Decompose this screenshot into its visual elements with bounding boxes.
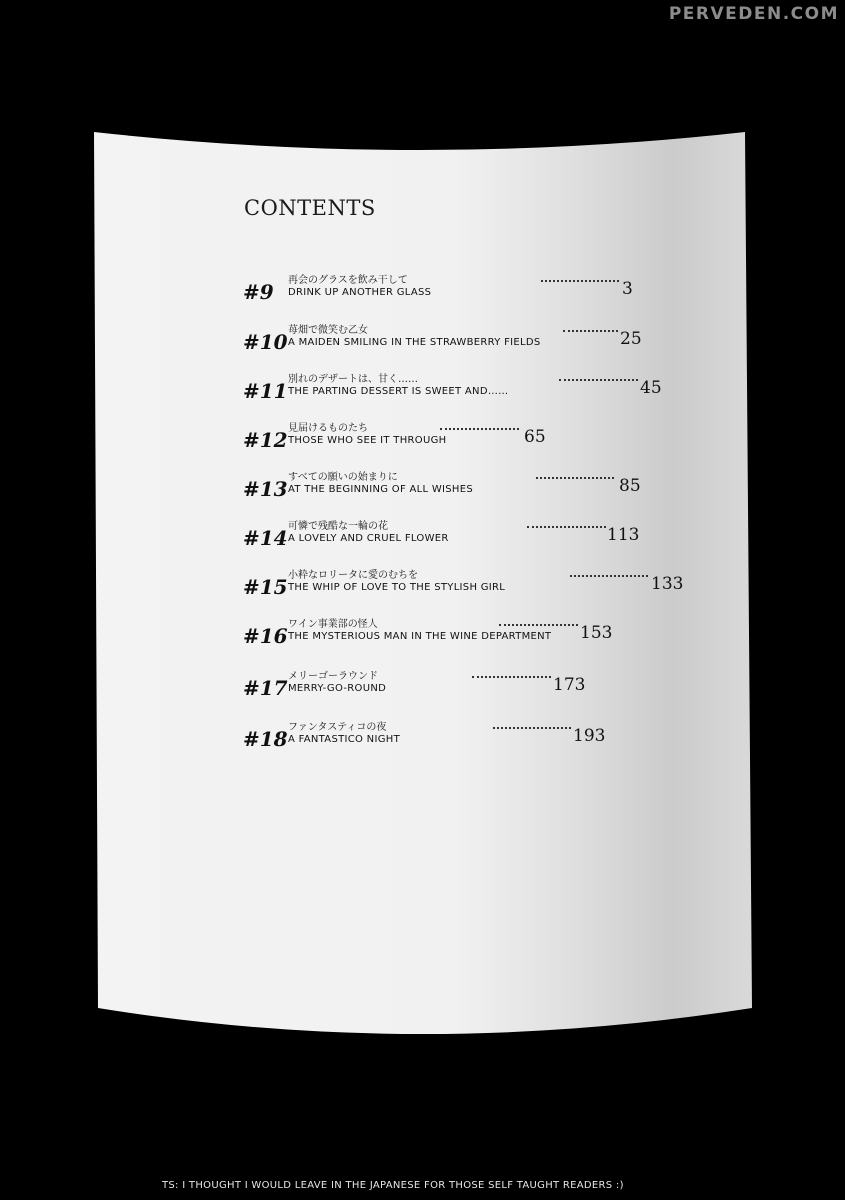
page-number: 153	[580, 623, 613, 643]
chapter-title-english: THE PARTING DESSERT IS SWEET AND……	[288, 386, 509, 397]
chapter-number: #14	[243, 526, 288, 550]
dot-leader	[559, 379, 638, 381]
toc-entry-16[interactable]	[0, 615, 845, 655]
chapter-title-japanese: すべての願いの始まりに	[288, 472, 398, 483]
chapter-title-japanese: 小粋なロリータに愛のむちを	[288, 570, 418, 581]
chapter-number: #10	[243, 330, 288, 354]
toc-entry-10[interactable]	[0, 321, 845, 361]
chapter-title-english: THE MYSTERIOUS MAN IN THE WINE DEPARTMENT	[288, 631, 552, 642]
chapter-title-japanese: 見届けるものたち	[288, 423, 368, 434]
page-number: 3	[622, 279, 633, 299]
chapter-number: #18	[243, 727, 288, 751]
toc-entry-11[interactable]	[0, 370, 845, 410]
chapter-title-japanese: ワイン事業部の怪人	[288, 619, 378, 630]
page-number: 85	[619, 476, 641, 496]
chapter-number: #16	[243, 624, 288, 648]
toc-entry-18[interactable]	[0, 718, 845, 758]
chapter-number: #17	[243, 676, 288, 700]
chapter-title-english: DRINK UP ANOTHER GLASS	[288, 287, 432, 298]
dot-leader	[472, 676, 551, 678]
toc-entry-15[interactable]	[0, 566, 845, 606]
chapter-title-japanese: 再会のグラスを飲み干して	[288, 275, 408, 286]
chapter-title-english: THE WHIP OF LOVE TO THE STYLISH GIRL	[288, 582, 506, 593]
dot-leader	[536, 477, 614, 479]
chapter-title-english: A MAIDEN SMILING IN THE STRAWBERRY FIELDS	[288, 337, 541, 348]
translator-note: TS: I THOUGHT I WOULD LEAVE IN THE JAPANESE FOR THOSE SELF TAUGHT READERS :)	[162, 1180, 624, 1191]
chapter-title-english: THOSE WHO SEE IT THROUGH	[288, 435, 447, 446]
chapter-title-japanese: 可憐で残酷な一輪の花	[288, 521, 388, 532]
chapter-title-english: A LOVELY AND CRUEL FLOWER	[288, 533, 449, 544]
dot-leader	[541, 280, 619, 282]
toc-entry-17[interactable]	[0, 667, 845, 707]
chapter-title-english: AT THE BEGINNING OF ALL WISHES	[288, 484, 474, 495]
toc-entry-13[interactable]	[0, 468, 845, 508]
dot-leader	[440, 428, 519, 430]
chapter-number: #11	[243, 379, 288, 403]
dot-leader	[570, 575, 648, 577]
chapter-title-english: MERRY-GO-ROUND	[288, 683, 387, 694]
page-number: 173	[553, 675, 586, 695]
chapter-title-japanese: 別れのデザートは、甘く……	[288, 374, 418, 385]
chapter-number: #13	[243, 477, 288, 501]
site-watermark: PERVEDEN.COM	[668, 4, 839, 24]
chapter-title-english: A FANTASTICO NIGHT	[288, 734, 400, 745]
chapter-number: #15	[243, 575, 288, 599]
page-number: 113	[607, 525, 640, 545]
dot-leader	[499, 624, 578, 626]
page-number: 193	[573, 726, 606, 746]
dot-leader	[563, 330, 618, 332]
contents-heading: CONTENTS	[244, 196, 376, 220]
toc-entry-14[interactable]	[0, 517, 845, 557]
page-number: 65	[524, 427, 546, 447]
dot-leader	[527, 526, 606, 528]
chapter-title-japanese: メリーゴーラウンド	[288, 671, 378, 682]
chapter-number: #9	[243, 280, 274, 304]
dot-leader	[493, 727, 571, 729]
page-number: 25	[620, 329, 642, 349]
chapter-title-japanese: 苺畑で微笑む乙女	[288, 325, 368, 336]
page-number: 45	[640, 378, 662, 398]
chapter-number: #12	[243, 428, 288, 452]
toc-entry-12[interactable]	[0, 419, 845, 459]
page-number: 133	[651, 574, 684, 594]
toc-entry-9[interactable]	[0, 271, 845, 311]
chapter-title-japanese: ファンタスティコの夜	[288, 722, 387, 733]
